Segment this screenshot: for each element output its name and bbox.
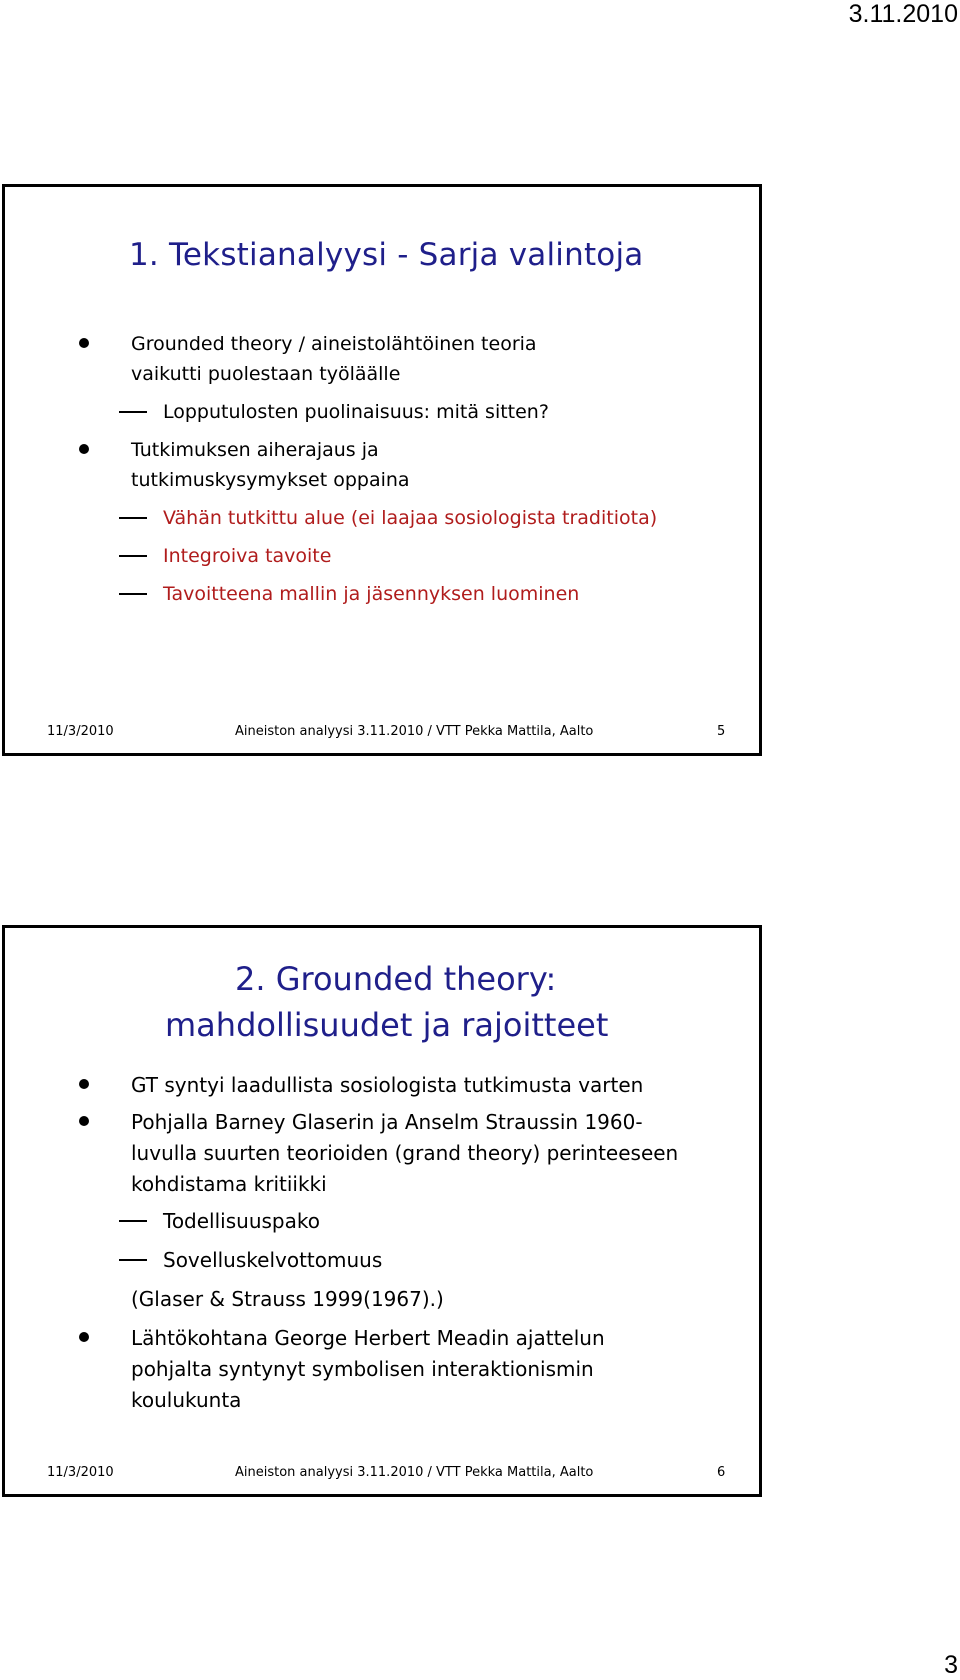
footer-date: 11/3/2010: [47, 724, 114, 739]
list-item: [5, 1245, 725, 1276]
list-item: [5, 435, 525, 495]
list-item-text: Vähän tutkittu alue (ei laajaa sosiologista traditiota): [163, 507, 658, 529]
bullet-dot-icon: [79, 1116, 89, 1126]
list-item-text: Grounded theory / aineistolähtöinen teoria vaikutti puolestaan työläälle: [131, 333, 537, 385]
footer-date: 11/3/2010: [47, 1465, 114, 1480]
bullet-dot-icon: [79, 1332, 89, 1342]
bullet-dot-icon: [79, 338, 89, 348]
bullet-dot-icon: [79, 1079, 89, 1089]
slide-1: [2, 184, 762, 756]
list-item-text: Lähtökohtana George Herbert Meadin ajattelun pohjalta syntynyt symbolisen interaktionismin koulukunta: [131, 1326, 605, 1412]
list-item-text: Pohjalla Barney Glaserin ja Anselm Straussin 1960-luvulla suurten teorioiden (grand theory) perinteeseen kohdistama kritiikki: [131, 1110, 679, 1196]
dash-icon: [119, 593, 147, 595]
dash-icon: [119, 517, 147, 519]
slide-footer: [5, 721, 765, 743]
footer-slide-number: 6: [717, 1465, 726, 1480]
list-item: [5, 1206, 725, 1237]
footer-text: Aineiston analyysi 3.11.2010 / VTT Pekka Mattila, Aalto: [235, 1465, 594, 1480]
list-item: [5, 541, 657, 571]
list-item: [5, 1323, 645, 1416]
list-item: [5, 1070, 705, 1101]
list-item-text: Sovelluskelvottomuus: [163, 1248, 383, 1272]
footer-text: Aineiston analyysi 3.11.2010 / VTT Pekka Mattila, Aalto: [235, 724, 594, 739]
footer-slide-number: 5: [717, 724, 726, 739]
page-date: 3.11.2010: [848, 0, 958, 28]
dash-icon: [119, 555, 147, 557]
dash-icon: [119, 1259, 147, 1261]
list-item: [5, 503, 657, 533]
page-number: 3: [944, 1651, 958, 1679]
citation: [5, 1284, 725, 1315]
slide-footer: [5, 1462, 765, 1484]
dash-icon: [119, 1220, 147, 1222]
bullet-list: [5, 1070, 725, 1422]
list-item-text: Lopputulosten puolinaisuus: mitä sitten?: [163, 401, 549, 423]
list-item: [5, 329, 625, 389]
list-item: [5, 579, 657, 609]
list-item: [5, 397, 657, 427]
slide-title: [5, 956, 765, 1048]
bullet-dot-icon: [79, 444, 89, 454]
slide-2: [2, 925, 762, 1497]
list-item: [5, 1107, 725, 1200]
list-item-text: GT syntyi laadullista sosiologista tutkimusta varten: [131, 1073, 644, 1097]
list-item-text: Todellisuuspako: [163, 1209, 320, 1233]
bullet-list: [5, 329, 657, 617]
citation-text: (Glaser & Strauss 1999(1967).): [131, 1287, 444, 1311]
dash-icon: [119, 411, 147, 413]
list-item-text: Tutkimuksen aiherajaus ja tutkimuskysymykset oppaina: [131, 439, 410, 491]
list-item-text: Integroiva tavoite: [163, 545, 332, 567]
slide-title: 1. Tekstianalyysi - Sarja valintoja: [129, 237, 644, 273]
slide-title-line-2: mahdollisuudet ja rajoitteet: [165, 1006, 609, 1044]
list-item-text: Tavoitteena mallin ja jäsennyksen luominen: [163, 583, 580, 605]
slide-title-line-1: 2. Grounded theory:: [235, 960, 557, 998]
